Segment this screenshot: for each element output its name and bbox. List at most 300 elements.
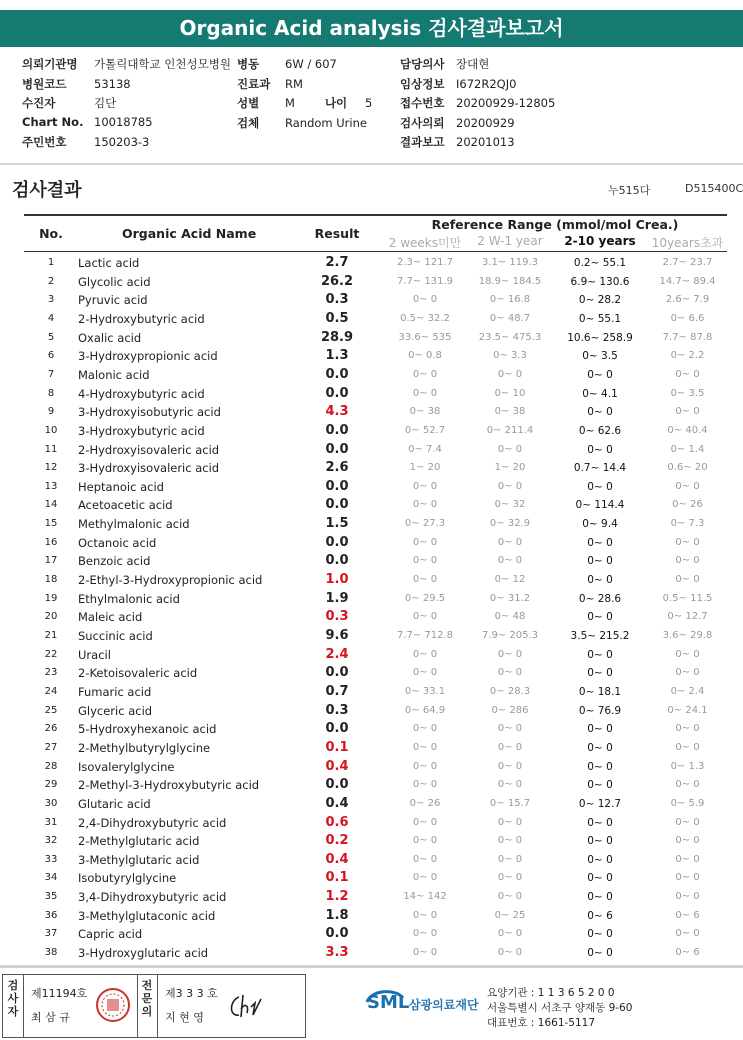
range-under-2-weeks: 0~ 0 (412, 909, 438, 921)
acid-name: Methylmalonic acid (78, 517, 190, 532)
table-row (0, 720, 743, 739)
table-row (0, 944, 743, 963)
range-over-10y: 3.6~ 29.8 (662, 630, 713, 641)
row-number: 26 (44, 723, 58, 735)
result-value: 0.1 (325, 739, 349, 755)
range-under-2-weeks: 0~ 29.5 (404, 592, 446, 604)
row-number: 38 (44, 947, 58, 959)
signature-box (2, 974, 306, 1038)
row-number: 4 (47, 312, 55, 324)
range-over-10y: 7.7~ 87.8 (662, 331, 713, 343)
table-row (0, 702, 743, 721)
range-under-2-weeks: 0~ 0 (412, 835, 438, 847)
range-2-10y: 0~ 0 (587, 406, 613, 419)
result-value: 0.3 (325, 292, 349, 308)
range-over-10y: 0~ 0 (675, 406, 700, 418)
range-under-2-weeks: 0.5~ 32.2 (400, 312, 450, 324)
range-over-10y: 0~ 3.5 (670, 387, 705, 399)
table-row (0, 627, 743, 646)
acid-name: 2-Hydroxybutyric acid (78, 311, 205, 326)
acid-name: 4-Hydroxybutyric acid (78, 386, 205, 401)
table-row (0, 459, 743, 478)
range-2-10y: 0~ 0 (587, 760, 613, 773)
range-over-10y: 0~ 6.6 (670, 312, 705, 324)
range-col-4: 10years초과 (651, 236, 724, 250)
table-row (0, 664, 743, 683)
range-col-2: 2 W-1 year (477, 234, 543, 248)
result-value: 0.1 (325, 870, 349, 886)
result-value: 1.9 (325, 590, 349, 606)
acid-name: Acetoacetic acid (78, 498, 173, 513)
table-row (0, 888, 743, 907)
result-value: 1.2 (325, 889, 349, 905)
range-2w-1y: 1~ 20 (494, 462, 526, 474)
field-label: 나이 (324, 96, 348, 110)
range-over-10y: 0~ 0 (675, 741, 700, 753)
table-row (0, 291, 743, 310)
row-number: 18 (44, 574, 58, 586)
acid-name: 2-Methyl-3-Hydroxybutyric acid (78, 778, 260, 793)
range-under-2-weeks: 0~ 0 (412, 816, 438, 828)
range-2-10y: 0~ 0 (587, 723, 613, 736)
field-label: 수진자 (22, 96, 56, 110)
range-2w-1y: 0~ 25 (494, 909, 526, 921)
row-number: 11 (44, 443, 58, 455)
acid-name: 3-Methylglutaconic acid (78, 908, 216, 923)
row-number: 16 (44, 536, 58, 548)
row-number: 1 (47, 257, 55, 268)
range-2-10y: 0~ 28.6 (578, 592, 622, 605)
range-2w-1y: 0~ 28.3 (489, 685, 531, 697)
result-value: 1.5 (325, 516, 349, 532)
range-2w-1y: 0~ 0 (497, 760, 523, 772)
table-row (0, 907, 743, 926)
range-2-10y: 0~ 0 (587, 443, 613, 456)
field-value: Random Urine (285, 115, 367, 130)
range-2-10y: 0~ 55.1 (578, 312, 622, 325)
range-2w-1y: 0~ 0 (497, 928, 523, 940)
table-row (0, 608, 743, 627)
inspector-name: 최 삼 규 (31, 1011, 70, 1024)
acid-name: Ethylmalonic acid (78, 591, 180, 606)
acid-name: Oxalic acid (78, 330, 142, 345)
range-col-3: 2-10 years (564, 234, 636, 248)
range-2w-1y: 0~ 0 (497, 555, 523, 567)
acid-name: 2-Methylbutyrylglycine (78, 740, 211, 755)
table-row (0, 515, 743, 534)
report-title: Organic Acid analysis 검사결과보고서 (0, 10, 743, 47)
report-field (400, 56, 489, 72)
range-over-10y: 0~ 0 (675, 816, 700, 828)
field-value: M (285, 96, 295, 110)
range-2w-1y: 0~ 48 (494, 611, 526, 623)
result-value: 0.0 (325, 497, 349, 513)
range-2-10y: 0~ 18.1 (578, 685, 622, 698)
range-over-10y: 0~ 0 (675, 480, 700, 492)
table-row (0, 869, 743, 888)
row-number: 23 (44, 667, 58, 679)
row-number: 28 (44, 760, 58, 772)
report-field (400, 134, 515, 150)
range-2-10y: 10.6~ 258.9 (567, 331, 633, 344)
table-row (0, 347, 743, 366)
result-value: 0.4 (325, 758, 349, 774)
result-value: 0.0 (325, 478, 349, 494)
range-2-10y: 0~ 28.2 (578, 294, 622, 307)
range-over-10y: 0~ 40.4 (667, 424, 708, 436)
field-value: 가톨릭대학교 인천성모병원 (94, 57, 231, 71)
result-value: 0.0 (325, 553, 349, 569)
row-number: 14 (44, 499, 58, 511)
result-value: 0.3 (325, 609, 349, 625)
patient-field (22, 115, 153, 129)
row-number: 33 (44, 853, 58, 865)
range-under-2-weeks: 0~ 0 (412, 536, 438, 548)
order-field (237, 115, 367, 131)
table-row (0, 590, 743, 609)
field-label: 접수번호 (400, 96, 445, 110)
result-value: 1.8 (325, 907, 349, 923)
range-over-10y: 0~ 12.7 (667, 611, 708, 623)
range-2-10y: 0~ 76.9 (578, 704, 622, 717)
acid-name: Malonic acid (78, 367, 150, 382)
field-value: 20200929 (456, 115, 515, 130)
header-reference-range: Reference Range (mmol/mol Crea.) (431, 217, 679, 232)
range-2-10y: 0~ 4.1 (582, 387, 618, 400)
patient-field (22, 95, 116, 111)
result-value: 2.4 (325, 646, 349, 662)
table-row (0, 646, 743, 665)
header-name: Organic Acid Name (122, 226, 257, 241)
range-2-10y: 3.5~ 215.2 (570, 630, 630, 642)
range-over-10y: 0~ 2.2 (670, 350, 705, 362)
row-number: 7 (47, 368, 55, 380)
range-under-2-weeks: 0~ 0 (412, 947, 438, 959)
range-under-2-weeks: 0~ 38 (409, 406, 441, 418)
range-2w-1y: 0~ 31.2 (489, 592, 531, 604)
range-2-10y: 0~ 0 (587, 891, 613, 904)
range-under-2-weeks: 0~ 0 (412, 294, 438, 306)
acid-name: Glyceric acid (78, 703, 153, 718)
acid-name: Glycolic acid (78, 274, 151, 289)
row-number: 25 (44, 704, 58, 716)
order-field (237, 56, 337, 72)
table-top-rule (24, 214, 727, 216)
field-value: 6W / 607 (285, 57, 337, 71)
table-row (0, 254, 743, 273)
range-under-2-weeks: 0~ 26 (409, 797, 441, 809)
range-over-10y: 0~ 0 (675, 779, 700, 791)
range-2-10y: 0~ 0 (587, 480, 613, 493)
field-label: 결과보고 (400, 135, 445, 149)
range-under-2-weeks: 0~ 33.1 (404, 685, 446, 697)
header-no: No. (39, 226, 63, 241)
range-under-2-weeks: 0~ 0 (412, 499, 438, 511)
result-value: 0.4 (325, 851, 349, 867)
result-value: 0.0 (325, 534, 349, 550)
range-over-10y: 0~ 6 (675, 947, 700, 959)
range-under-2-weeks: 0~ 0 (412, 741, 438, 753)
row-number: 36 (44, 909, 58, 921)
table-row (0, 814, 743, 833)
section-code: 누515다 (608, 184, 651, 197)
specialist-name: 지 현 영 (165, 1011, 204, 1024)
range-2w-1y: 7.9~ 205.3 (481, 630, 539, 641)
acid-name: Fumaric acid (78, 684, 152, 699)
range-2w-1y: 3.1~ 119.3 (481, 257, 539, 268)
range-2w-1y: 18.9~ 184.5 (478, 275, 542, 287)
range-2-10y: 6.9~ 130.6 (570, 275, 630, 288)
range-over-10y: 2.6~ 7.9 (665, 294, 710, 306)
acid-name: Lactic acid (78, 256, 140, 270)
range-2w-1y: 0~ 15.7 (489, 797, 531, 809)
range-2w-1y: 0~ 32.9 (489, 518, 531, 530)
range-2w-1y: 0~ 0 (497, 816, 523, 828)
range-2-10y: 0~ 114.4 (575, 499, 625, 512)
field-label: 임상정보 (400, 76, 445, 91)
report-field (400, 95, 555, 111)
range-over-10y: 0~ 7.3 (670, 518, 705, 530)
field-value: 20200929-12805 (456, 96, 556, 110)
range-over-10y: 0~ 0 (675, 872, 700, 884)
result-value: 1.3 (325, 348, 349, 364)
range-under-2-weeks: 0~ 0 (412, 574, 438, 586)
field-label: 검체 (237, 115, 260, 130)
divider (0, 163, 743, 165)
inspector-license: 제11194호 (31, 987, 88, 1000)
footer-divider (0, 965, 743, 968)
range-over-10y: 0~ 0 (675, 723, 700, 735)
range-under-2-weeks: 0~ 0 (412, 480, 438, 492)
result-value: 3.3 (325, 945, 349, 961)
range-over-10y: 0~ 0 (675, 667, 700, 679)
row-number: 35 (44, 891, 58, 903)
range-2-10y: 0~ 0 (587, 536, 613, 549)
acid-name: Capric acid (78, 927, 143, 942)
range-2-10y: 0~ 0 (587, 368, 613, 381)
range-2w-1y: 0~ 211.4 (486, 424, 534, 436)
section-code-2: D515400C (685, 182, 743, 195)
acid-name: 5-Hydroxyhexanoic acid (78, 722, 217, 737)
result-value: 0.5 (325, 310, 349, 326)
range-2w-1y: 0~ 0 (497, 853, 523, 865)
range-over-10y: 0~ 0 (675, 574, 700, 586)
row-number: 10 (44, 424, 58, 436)
acid-name: 3-Hydroxyisobutyric acid (78, 405, 221, 420)
range-2-10y: 0~ 0 (587, 648, 613, 661)
range-under-2-weeks: 0~ 0.8 (408, 350, 442, 362)
acid-name: 3-Hydroxypropionic acid (78, 349, 218, 364)
field-value: RM (285, 76, 303, 91)
range-2w-1y: 0~ 0 (497, 368, 523, 380)
acid-name: Pyruvic acid (78, 293, 148, 308)
range-under-2-weeks: 14~ 142 (403, 891, 447, 903)
result-value: 0.2 (325, 833, 349, 849)
range-2w-1y: 0~ 10 (494, 387, 526, 399)
row-number: 22 (44, 648, 58, 660)
range-under-2-weeks: 0~ 0 (412, 387, 438, 399)
row-number: 20 (44, 611, 58, 623)
field-value: 장대현 (456, 57, 490, 71)
result-value: 0.0 (325, 422, 349, 438)
range-over-10y: 0~ 0 (675, 928, 700, 940)
institution-code: 요양기관 : 1 1 3 6 5 2 0 0 (487, 987, 615, 999)
table-row (0, 534, 743, 553)
logo-text: SML (367, 992, 410, 1013)
range-2w-1y: 0~ 0 (497, 480, 523, 492)
range-over-10y: 0~ 5.9 (670, 797, 705, 809)
range-under-2-weeks: 0~ 0 (412, 853, 438, 865)
row-number: 13 (44, 480, 58, 492)
row-number: 9 (47, 406, 55, 418)
result-value: 28.9 (320, 329, 354, 345)
table-row (0, 273, 743, 292)
range-under-2-weeks: 0~ 0 (412, 723, 438, 735)
range-under-2-weeks: 2.3~ 121.7 (396, 257, 454, 268)
field-label: 의뢰기관명 (22, 57, 78, 71)
range-2w-1y: 0~ 12 (494, 574, 526, 586)
result-value: 0.6 (325, 814, 349, 830)
result-value: 0.3 (325, 702, 349, 718)
table-row (0, 496, 743, 515)
range-under-2-weeks: 0~ 0 (412, 555, 438, 567)
range-2w-1y: 23.5~ 475.3 (478, 331, 542, 343)
acid-name: 2-Methylglutaric acid (78, 834, 200, 849)
range-over-10y: 0~ 2.4 (670, 685, 705, 697)
patient-field (22, 56, 231, 72)
row-number: 3 (47, 294, 55, 306)
acid-name: Isobutyrylglycine (78, 871, 177, 886)
range-over-10y: 14.7~ 89.4 (659, 275, 716, 287)
field-value: 20201013 (456, 135, 515, 149)
range-2-10y: 0~ 0 (587, 574, 613, 587)
range-over-10y: 0~ 0 (675, 648, 700, 660)
range-2w-1y: 0~ 0 (497, 872, 523, 884)
acid-name: Glutaric acid (78, 796, 151, 811)
range-under-2-weeks: 33.6~ 535 (398, 331, 452, 343)
report-field (400, 115, 515, 131)
range-under-2-weeks: 0~ 64.9 (404, 704, 446, 716)
field-label: 성별 (237, 96, 260, 110)
range-over-10y: 0~ 26 (672, 499, 703, 511)
field-label: 병동 (237, 57, 260, 71)
range-over-10y: 0~ 0 (675, 835, 700, 847)
table-row (0, 366, 743, 385)
range-over-10y: 0~ 24.1 (667, 704, 708, 716)
table-row (0, 329, 743, 348)
row-number: 31 (44, 816, 58, 828)
range-col-1: 2 weeks미만 (388, 236, 462, 250)
range-over-10y: 0.6~ 20 (667, 462, 708, 474)
range-2-10y: 0~ 0 (587, 611, 613, 624)
result-value: 1.0 (325, 572, 349, 588)
range-under-2-weeks: 0~ 0 (412, 779, 438, 791)
field-label: 주민번호 (22, 135, 67, 149)
row-number: 24 (44, 685, 58, 697)
range-2-10y: 0~ 0 (587, 741, 613, 754)
range-over-10y: 0~ 0 (675, 368, 700, 380)
table-row (0, 310, 743, 329)
table-row (0, 683, 743, 702)
table-row (0, 795, 743, 814)
range-2w-1y: 0~ 286 (491, 704, 529, 716)
field-label: Chart No. (22, 114, 84, 129)
range-under-2-weeks: 0~ 0 (412, 368, 438, 380)
range-2w-1y: 0~ 0 (497, 741, 523, 753)
table-header-rule (24, 251, 727, 252)
range-under-2-weeks: 0~ 0 (412, 667, 438, 679)
range-over-10y: 0~ 0 (675, 555, 700, 567)
acid-name: 2-Ethyl-3-Hydroxypropionic acid (78, 573, 263, 588)
range-2w-1y: 0~ 48.7 (489, 312, 531, 324)
row-number: 6 (47, 350, 55, 362)
report-field (400, 76, 516, 92)
table-row (0, 403, 743, 422)
table-row (0, 851, 743, 870)
range-2-10y: 0.7~ 14.4 (573, 462, 627, 475)
range-2-10y: 0~ 0 (587, 555, 613, 568)
table-row (0, 776, 743, 795)
range-2-10y: 0~ 6 (587, 909, 613, 922)
result-value: 9.6 (325, 628, 349, 643)
row-number: 27 (44, 741, 58, 753)
field-value: 53138 (94, 76, 131, 91)
range-2w-1y: 0~ 3.3 (493, 350, 527, 362)
field-value: 10018785 (94, 114, 153, 129)
specialist-license: 제3 3 3 호 (165, 987, 218, 1000)
field-label: 검사의뢰 (400, 115, 445, 130)
range-2w-1y: 0~ 0 (497, 891, 523, 903)
acid-name: Succinic acid (78, 629, 153, 643)
specialist-label: 전문의 (141, 979, 153, 1018)
acid-name: Maleic acid (78, 610, 143, 625)
row-number: 17 (44, 555, 58, 567)
acid-name: 2-Hydroxyisovaleric acid (78, 442, 220, 457)
table-row (0, 422, 743, 441)
range-2w-1y: 0~ 0 (497, 835, 523, 847)
acid-name: Uracil (78, 647, 111, 662)
range-2w-1y: 0~ 0 (497, 723, 523, 735)
row-number: 19 (44, 592, 58, 604)
signature-icon (225, 989, 265, 1023)
range-over-10y: 0~ 0 (675, 536, 700, 548)
range-2w-1y: 0~ 0 (497, 648, 523, 660)
field-value: 5 (364, 96, 373, 110)
range-2-10y: 0~ 12.7 (578, 797, 622, 810)
range-under-2-weeks: 0~ 0 (412, 760, 438, 772)
result-value: 2.6 (325, 460, 349, 476)
row-number: 2 (47, 275, 55, 287)
patient-field (22, 76, 131, 92)
range-over-10y: 0.5~ 11.5 (662, 592, 713, 604)
header-result: Result (314, 226, 360, 241)
table-row (0, 758, 743, 777)
range-2w-1y: 0~ 0 (497, 779, 523, 791)
range-under-2-weeks: 0~ 0 (412, 611, 438, 623)
table-row (0, 552, 743, 571)
range-under-2-weeks: 7.7~ 131.9 (396, 275, 454, 287)
result-value: 0.7 (325, 683, 349, 699)
range-2-10y: 0~ 62.6 (578, 424, 622, 437)
org-name: 삼광의료재단 (409, 998, 479, 1012)
range-2-10y: 0~ 3.5 (582, 350, 618, 363)
range-over-10y: 0~ 0 (675, 853, 700, 865)
range-2-10y: 0~ 0 (587, 835, 613, 848)
result-value: 4.3 (325, 404, 349, 420)
acid-name: 2,4-Dihydroxybutyric acid (78, 815, 227, 830)
range-under-2-weeks: 1~ 20 (409, 462, 441, 474)
result-value: 0.4 (325, 795, 349, 811)
